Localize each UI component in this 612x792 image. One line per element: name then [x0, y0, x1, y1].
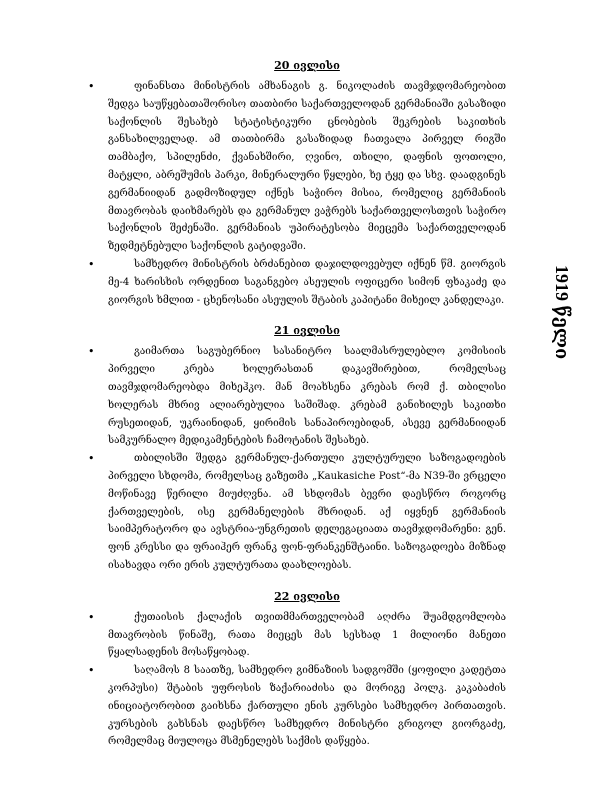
year-side-label: 1919 წელი: [552, 265, 572, 360]
entry-text: სამხედრო მინისტრის ბრძანებით დაჯილდოვებულ იქნენ წმ. გიორგის მე-4 ხარისხის ორდენით საგანგებო ასეულის ოფიცერი სიმონ ფხაკაძე და გიორგის ხმლით - ცხენოსანი ასეულის შტაბის კაპიტანი მიხეილ კანდელაკი.: [108, 258, 506, 306]
list-item: [88, 256, 506, 309]
list-item: [88, 343, 506, 450]
entry-list-20-july: [88, 78, 506, 309]
date-heading-22-july: 22 ივლისი: [274, 589, 340, 603]
entry-text: გაიმართა საგუბერნიო სასანიტრო საალმასრულებლო კომისიის პირველი კრება ხოლერასთან დაკავშირებით, რომელსაც თავმჯდომარეობდა მიხეჰკო. მან მოახსენა კრებას რომ ქ. თბილისი ხოლერას მხრივ ალიარებულია საშიშად. კრებამ განიხილეს საკითხი რუსეთიდან, უკრაინიდან, ყირიმის სანაპიროებიდან, ასევე გერმანიიდან სამკურნალო მედიკამენტების ჩამოტანის შესახებ.: [108, 346, 506, 447]
entry-list-22-july: [88, 609, 506, 751]
bullet-icon: •: [88, 257, 95, 271]
document-body: [88, 58, 506, 751]
entry-text: ფინანსთა მინისტრის ამხანაგის გ. ნიკოლაძის თავმჯდომარეობით შედგა საუწყებათაშორისო თათბირი საქართველოდან გერმანიაში გასაზიდი საქონლის შესახებ სტატისტიკური ცნობების შეკრების საკითხის განსახილველად. ამ თათბირმა გასაზიდად ჩათვალა პირველ რიგში თამბაქო, სპილენძი, ქვანახშირი, ღვინო, თხილი, დაფნის ფოთოლი, მატყლი, აბრეშუმის პარკი, მინერალური წყლები, ხე ტყე და სხვ. დაადგინეს გერმანიიდან გადმოზიდულ იქნეს საჭირო მისია, რომელიც გერმანიის მთავრობას დაიხმარებს და გერმანულ ვაჭრებს საქართველოსთვის საჭირო საქონლის შეძენაში. გერმანიას უპირატესობა მიეცემა საქართველოდან ზედმეტნებული საქონლის გატიდვაში.: [108, 81, 506, 253]
date-heading-20-july: 20 ივლისი: [274, 59, 340, 72]
bullet-icon: •: [88, 664, 95, 678]
entry-list-21-july: [88, 343, 506, 574]
bullet-icon: •: [88, 610, 95, 624]
bullet-icon: •: [88, 80, 95, 93]
entry-text: თბილისში შედგა გერმანულ-ქართული კულტურული საზოგადოების პირველი სხდომა, რომელსაც გაზეთმა „Kaukasiche Post“-მა N39-ში ვრცელი მოწინავე წერილი მიუძღვნა. ამ სხდომას ბევრი დაესწრო როგორც ქართველების, ისე გერმანელების მხრიდან. აქ იყვნენ გერმანიის საიმპერატორო და ავსტრია-უნგრეთის დელეგაციათა თავმჯდომარენი: გენ. ფონ კრესსი და ფრაიჰერ ფრანკ ფონ-ფრანკენშტაინი. საზოგადოება მიზნად ისახავდა ორი ერის კულტურათა დაახლოებას.: [108, 453, 506, 571]
entry-text: ქუთაისის ქალაქის თვითმმართველობამ აღძრა შუამდგომლობა მთავრობის წინაშე, რათა მიეცეს მას სესხად 1 მილიონი მანეთი წყალსადენის მოსაწყობად.: [108, 611, 506, 659]
date-heading-21-july: 21 ივლისი: [274, 324, 340, 338]
entry-text: საღამოს 8 საათზე, სამხედრო გიმნაზიის სადგომში (ყოფილი კადეტთა კორპუსი) შტაბის უფროსის ზაქარიაძისა და მორიგე პოლკ. კაკაბაძის ინიციატორობით გაიხსნა ქართული ენის კურსები სამხედრო პირთათვის. კურსების გახსნას დაესწრო სამხედრო მინისტრი გრიგოლ გიორგაძე, რომელმაც მიულოცა მსმენელებს საქმის დაწყება.: [108, 665, 506, 748]
list-item: [88, 450, 506, 575]
list-item: [88, 78, 506, 256]
bullet-icon: •: [88, 345, 95, 359]
bullet-icon: •: [88, 452, 95, 466]
list-item: [88, 662, 506, 751]
list-item: [88, 609, 506, 662]
